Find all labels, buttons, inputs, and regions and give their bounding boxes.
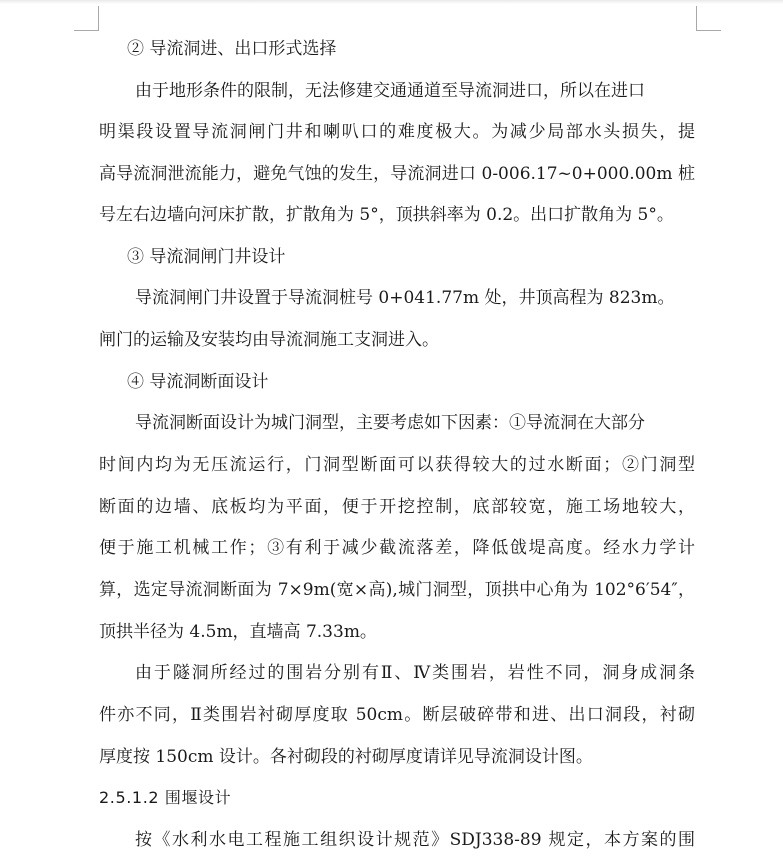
paragraph-line: 顶拱半径为 4.5m，直墙高 7.33m。 [99, 622, 377, 642]
paragraph-line: 由于地形条件的限制，无法修建交通通道至导流洞进口，所以在进口 [135, 81, 645, 101]
paragraph-line: 导流洞断面设计为城门洞型，主要考虑如下因素：①导流洞在大部分 [135, 413, 645, 433]
paragraph-line: 按《水利水电工程施工组织设计规范》SDJ338-89 规定，本方案的围 [135, 830, 695, 850]
paragraph-line: 明渠段设置导流洞闸门井和喇叭口的难度极大。为减少局部水头损失，提 [99, 122, 695, 142]
margin-corner-mark-right [696, 6, 721, 31]
paragraph-line: 由于隧洞所经过的围岩分别有Ⅱ、Ⅳ类围岩，岩性不同，洞身成洞条 [135, 663, 695, 683]
paragraph-line: 算，选定导流洞断面为 7×9m(宽×高),城门洞型，顶拱中心角为 102°6′54″， [99, 580, 695, 600]
subheading-inlet-outlet: ② 导流洞进、出口形式选择 [127, 39, 337, 59]
paragraph-line: 断面的边墙、底板均为平面，便于开挖控制，底部较宽，施工场地较大， [99, 497, 695, 517]
paragraph-line: 高导流洞泄流能力，避免气蚀的发生，导流洞进口 0-006.17~0+000.00m 桩 [99, 164, 695, 184]
page-top-edge [0, 0, 783, 4]
paragraph-line: 便于施工机械工作；③有利于减少截流落差，降低戗堤高度。经水力学计 [99, 538, 695, 558]
subheading-cross-section: ④ 导流洞断面设计 [127, 372, 269, 392]
margin-corner-mark-left [74, 6, 99, 31]
paragraph-line: 时间内均为无压流运行，门洞型断面可以获得较大的过水断面；②门洞型 [99, 455, 695, 475]
paragraph-line: 厚度按 150cm 设计。各衬砌段的衬砌厚度请详见导流洞设计图。 [99, 747, 593, 767]
paragraph-line: 件亦不同，Ⅱ类围岩衬砌厚度取 50cm。断层破碎带和进、出口洞段，衬砌 [99, 705, 695, 725]
paragraph-line: 闸门的运输及安装均由导流洞施工支洞进入。 [99, 330, 439, 350]
paragraph-line: 导流洞闸门井设置于导流洞桩号 0+041.77m 处，井顶高程为 823m。 [135, 288, 675, 308]
subheading-gate-shaft: ③ 导流洞闸门井设计 [127, 247, 286, 267]
section-heading-cofferdam: 2.5.1.2 围堰设计 [99, 788, 232, 807]
paragraph-line: 号左右边墙向河床扩散，扩散角为 5°，顶拱斜率为 0.2。出口扩散角为 5°。 [99, 205, 674, 225]
